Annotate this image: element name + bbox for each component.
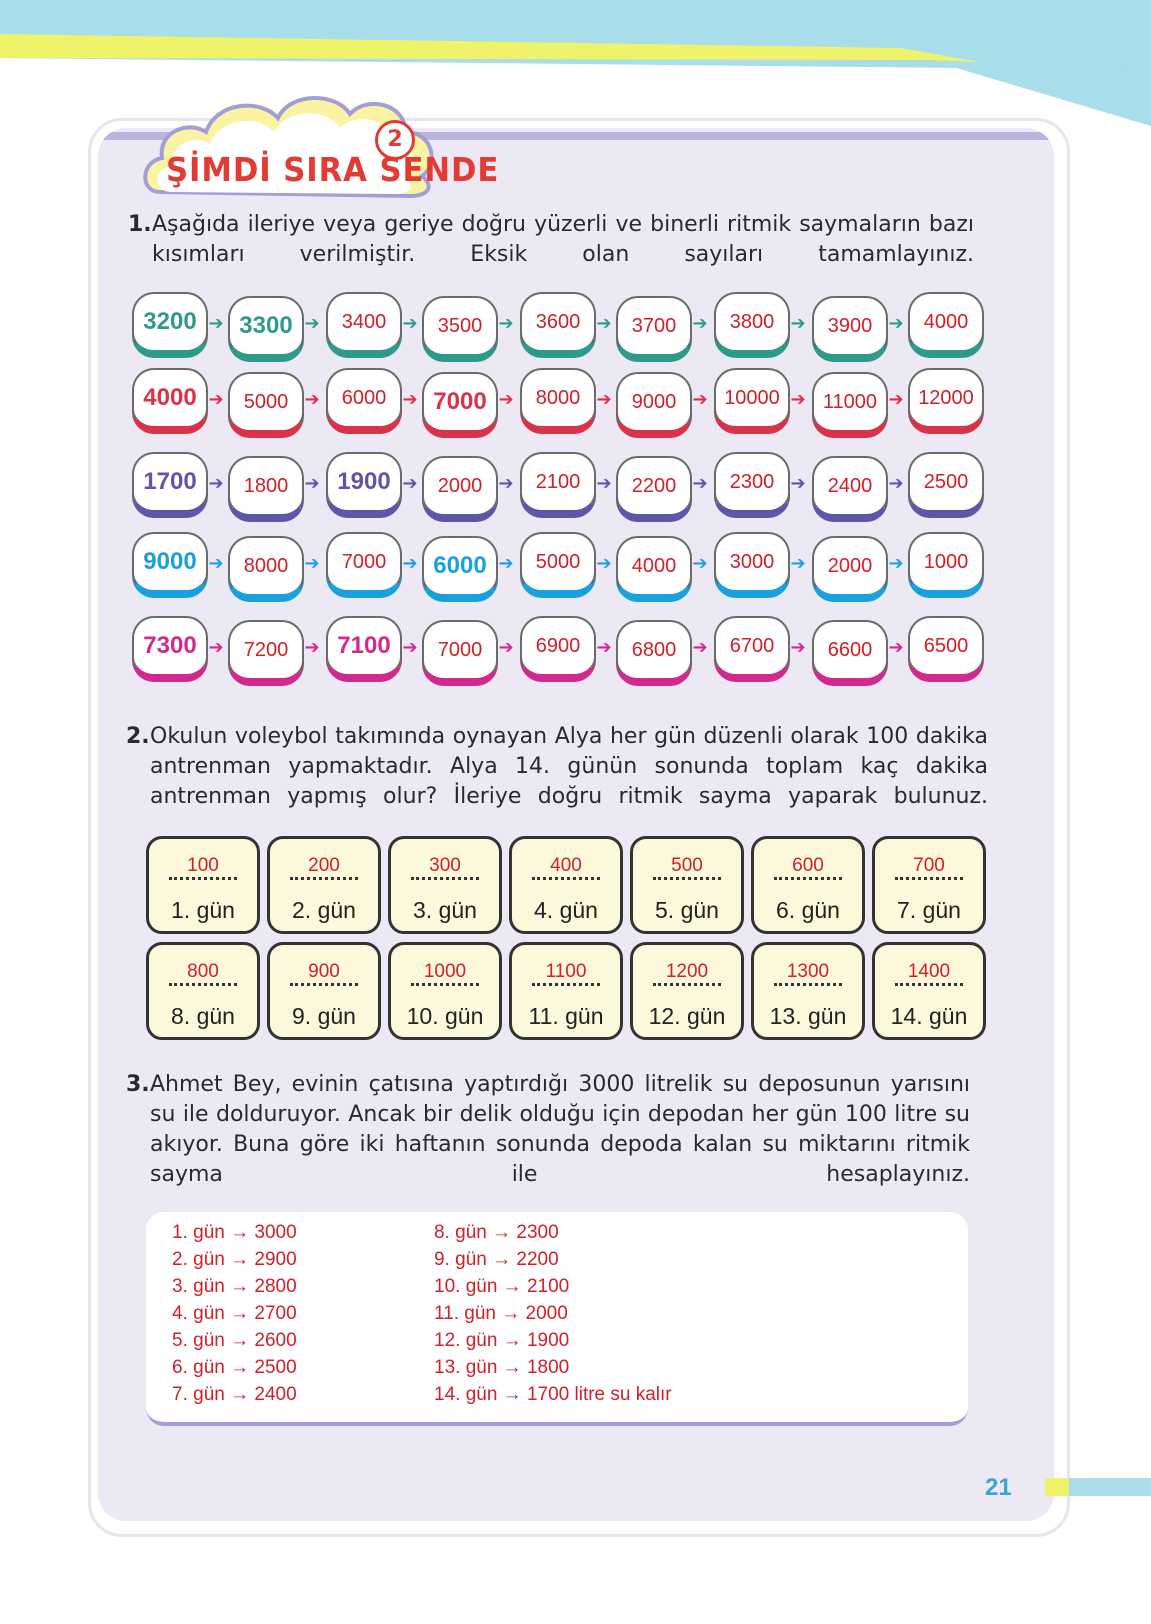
day-answer: 300 — [429, 855, 461, 876]
dotted-answer-line — [290, 877, 358, 882]
day-box — [751, 942, 865, 1040]
answer-number-box: 2100 — [520, 452, 596, 515]
day-box — [751, 836, 865, 934]
answer-number-box: 3900 — [812, 296, 888, 359]
answer-line: 8. gün → 2300 — [434, 1222, 559, 1243]
question-2 — [126, 722, 988, 842]
arrow-right-icon: ➔ — [208, 553, 224, 574]
answer-number-box: 1000 — [908, 532, 984, 595]
arrow-right-icon: ➔ — [790, 637, 806, 658]
day-label: 9. gün — [292, 1003, 356, 1029]
answer-column-left — [172, 1219, 297, 1408]
answer-number-box: 2000 — [812, 536, 888, 599]
answer-number-box: 3700 — [616, 296, 692, 359]
given-number-box: 3200 — [132, 292, 208, 355]
day-label: 11. gün — [528, 1003, 604, 1029]
answer-number-box: 9000 — [616, 372, 692, 435]
answer-number-box: 3000 — [714, 532, 790, 595]
arrow-right-icon: ➔ — [304, 313, 320, 334]
question-3-number: 3. — [126, 1072, 150, 1097]
dotted-answer-line — [532, 983, 600, 988]
answer-number-box: 12000 — [908, 368, 984, 431]
answer-number-box: 7200 — [228, 620, 304, 683]
answer-number-box: 2000 — [422, 456, 498, 519]
arrow-right-icon: ➔ — [596, 553, 612, 574]
dotted-answer-line — [774, 983, 842, 988]
arrow-right-icon: ➔ — [596, 389, 612, 410]
given-number-box: 7000 — [422, 372, 498, 435]
day-label: 4. gün — [534, 897, 598, 923]
arrow-right-icon: ➔ — [790, 313, 806, 334]
day-label: 13. gün — [769, 1003, 847, 1029]
answer-number-box: 2200 — [616, 456, 692, 519]
arrow-right-icon: ➔ — [208, 637, 224, 658]
given-number-box: 1900 — [326, 452, 402, 515]
answer-number-box: 5000 — [520, 532, 596, 595]
answer-number-box: 7000 — [326, 532, 402, 595]
answer-line: 10. gün → 2100 — [434, 1276, 570, 1297]
day-label: 10. gün — [406, 1003, 484, 1029]
day-label: 2. gün — [292, 897, 356, 923]
arrow-right-icon: ➔ — [208, 389, 224, 410]
answer-line: 3. gün → 2800 — [172, 1276, 297, 1297]
answer-line: 14. gün → 1700 litre su kalır — [434, 1384, 672, 1405]
given-number-box: 7100 — [326, 616, 402, 679]
sequence-row — [132, 292, 1012, 362]
answer-line: 13. gün → 1800 — [434, 1357, 570, 1378]
activity-number-badge: 2 — [375, 120, 415, 160]
arrow-right-icon: ➔ — [304, 553, 320, 574]
arrow-right-icon: ➔ — [498, 553, 514, 574]
arrow-right-icon: ➔ — [304, 637, 320, 658]
answer-number-box: 6000 — [326, 368, 402, 431]
day-label: 12. gün — [648, 1003, 726, 1029]
answer-number-box: 2300 — [714, 452, 790, 515]
dotted-answer-line — [411, 877, 479, 882]
answer-number-box: 6700 — [714, 616, 790, 679]
arrow-right-icon: ➔ — [790, 473, 806, 494]
answer-number-box: 3500 — [422, 296, 498, 359]
dotted-answer-line — [532, 877, 600, 882]
arrow-right-icon: ➔ — [888, 637, 904, 658]
day-label: 5. gün — [655, 897, 719, 923]
answer-number-box: 2400 — [812, 456, 888, 519]
day-label: 6. gün — [776, 897, 840, 923]
day-label: 8. gün — [171, 1003, 235, 1029]
day-answer: 1100 — [545, 961, 587, 982]
answer-number-box: 8000 — [228, 536, 304, 599]
arrow-right-icon: ➔ — [888, 389, 904, 410]
answer-line: 9. gün → 2200 — [434, 1249, 559, 1270]
day-answer: 100 — [187, 855, 219, 876]
answer-number-box: 3800 — [714, 292, 790, 355]
sequence-row — [132, 368, 1012, 438]
answer-number-box: 4000 — [908, 292, 984, 355]
day-answer: 800 — [187, 961, 219, 982]
day-label: 7. gün — [897, 897, 961, 923]
answer-line: 11. gün → 2000 — [434, 1303, 568, 1324]
dotted-answer-line — [653, 983, 721, 988]
answer-number-box: 6600 — [812, 620, 888, 683]
day-answer: 700 — [913, 855, 945, 876]
answer-line: 2. gün → 2900 — [172, 1249, 297, 1270]
sequence-row — [132, 532, 1012, 602]
page-number-bar-yellow — [1045, 1478, 1069, 1496]
dotted-answer-line — [895, 877, 963, 882]
arrow-right-icon: ➔ — [498, 473, 514, 494]
day-box — [388, 942, 502, 1040]
question-1-text: Aşağıda ileriye veya geriye doğru yüzerli ve binerli ritmik saymaların bazı kısımları verilmiştir. Eksik olan sayıları tamamlayınız. — [152, 212, 974, 267]
day-box — [509, 836, 623, 934]
arrow-right-icon: ➔ — [888, 473, 904, 494]
page-title: ŞİMDİ SIRA SENDE — [166, 150, 500, 189]
day-box — [630, 942, 744, 1040]
arrow-right-icon: ➔ — [498, 313, 514, 334]
question-2-text: Okulun voleybol takımında oynayan Alya her gün düzenli olarak 100 dakika antrenman yapmaktadır. Alya 14. günün sonunda toplam kaç dakika antrenman yapmış olur? İleriye doğru ritmik sayma yaparak bulunuz. — [150, 724, 988, 809]
answer-number-box: 10000 — [714, 368, 790, 431]
day-answer: 500 — [671, 855, 703, 876]
answer-line: 12. gün → 1900 — [434, 1330, 570, 1351]
question-3 — [126, 1070, 970, 1220]
day-box — [872, 836, 986, 934]
given-number-box: 3300 — [228, 296, 304, 359]
given-number-box: 7300 — [132, 616, 208, 679]
day-answer: 1000 — [423, 961, 467, 982]
answer-number-box: 3400 — [326, 292, 402, 355]
question-1-number: 1. — [128, 212, 152, 237]
answer-number-box: 2500 — [908, 452, 984, 515]
answer-column-right — [434, 1219, 672, 1408]
arrow-right-icon: ➔ — [692, 637, 708, 658]
arrow-right-icon: ➔ — [402, 473, 418, 494]
day-box — [267, 836, 381, 934]
arrow-right-icon: ➔ — [692, 313, 708, 334]
day-box — [388, 836, 502, 934]
arrow-right-icon: ➔ — [692, 553, 708, 574]
given-number-box: 9000 — [132, 532, 208, 595]
arrow-right-icon: ➔ — [692, 473, 708, 494]
day-answer: 900 — [308, 961, 340, 982]
answer-line: 1. gün → 3000 — [172, 1222, 297, 1243]
arrow-right-icon: ➔ — [888, 313, 904, 334]
day-answer: 1200 — [665, 961, 709, 982]
arrow-right-icon: ➔ — [208, 473, 224, 494]
day-label: 14. gün — [890, 1003, 968, 1029]
day-label: 1. gün — [171, 897, 235, 923]
arrow-right-icon: ➔ — [888, 553, 904, 574]
answer-number-box: 4000 — [616, 536, 692, 599]
arrow-right-icon: ➔ — [208, 313, 224, 334]
day-box — [872, 942, 986, 1040]
day-label: 3. gün — [413, 897, 477, 923]
arrow-right-icon: ➔ — [402, 637, 418, 658]
arrow-right-icon: ➔ — [596, 637, 612, 658]
answer-number-box: 7000 — [422, 620, 498, 683]
sequence-row — [132, 452, 1012, 522]
arrow-right-icon: ➔ — [790, 553, 806, 574]
day-box — [630, 836, 744, 934]
arrow-right-icon: ➔ — [596, 313, 612, 334]
dotted-answer-line — [653, 877, 721, 882]
day-box — [146, 942, 260, 1040]
arrow-right-icon: ➔ — [596, 473, 612, 494]
day-answer: 400 — [550, 855, 582, 876]
day-box — [267, 942, 381, 1040]
dotted-answer-line — [290, 983, 358, 988]
answer-number-box: 1800 — [228, 456, 304, 519]
day-answer: 1400 — [907, 961, 951, 982]
answer-number-box: 11000 — [812, 372, 888, 435]
answer-number-box: 6500 — [908, 616, 984, 679]
day-answer: 200 — [308, 855, 340, 876]
answer-line: 5. gün → 2600 — [172, 1330, 297, 1351]
question-1 — [128, 210, 974, 300]
arrow-right-icon: ➔ — [402, 389, 418, 410]
arrow-right-icon: ➔ — [692, 389, 708, 410]
given-number-box: 4000 — [132, 368, 208, 431]
page-number: 21 — [985, 1474, 1012, 1501]
arrow-right-icon: ➔ — [498, 637, 514, 658]
answer-line: 4. gün → 2700 — [172, 1303, 297, 1324]
answer-number-box: 6900 — [520, 616, 596, 679]
answer-line: 6. gün → 2500 — [172, 1357, 297, 1378]
arrow-right-icon: ➔ — [304, 473, 320, 494]
answer-number-box: 3600 — [520, 292, 596, 355]
day-answer: 600 — [792, 855, 824, 876]
given-number-box: 1700 — [132, 452, 208, 515]
day-box — [146, 836, 260, 934]
page-number-bar-blue — [1069, 1478, 1151, 1496]
arrow-right-icon: ➔ — [790, 389, 806, 410]
arrow-right-icon: ➔ — [402, 313, 418, 334]
question-2-number: 2. — [126, 724, 150, 749]
dotted-answer-line — [774, 877, 842, 882]
answer-number-box: 6800 — [616, 620, 692, 683]
answer-number-box: 8000 — [520, 368, 596, 431]
arrow-right-icon: ➔ — [498, 389, 514, 410]
day-box — [509, 942, 623, 1040]
dotted-answer-line — [169, 983, 237, 988]
day-answer: 1300 — [786, 961, 830, 982]
question-3-text: Ahmet Bey, evinin çatısına yaptırdığı 3000 litrelik su deposunun yarısını su ile dolduruyor. Ancak bir delik olduğu için depodan her gün 100 litre su akıyor. Buna göre iki haftanın sonunda depoda kalan su miktarını ritmik sayma ile hesaplayınız. — [150, 1072, 970, 1187]
sequence-row — [132, 616, 1012, 686]
dotted-answer-line — [169, 877, 237, 882]
answer-line: 7. gün → 2400 — [172, 1384, 297, 1405]
dotted-answer-line — [411, 983, 479, 988]
arrow-right-icon: ➔ — [304, 389, 320, 410]
given-number-box: 6000 — [422, 536, 498, 599]
answer-number-box: 5000 — [228, 372, 304, 435]
arrow-right-icon: ➔ — [402, 553, 418, 574]
dotted-answer-line — [895, 983, 963, 988]
